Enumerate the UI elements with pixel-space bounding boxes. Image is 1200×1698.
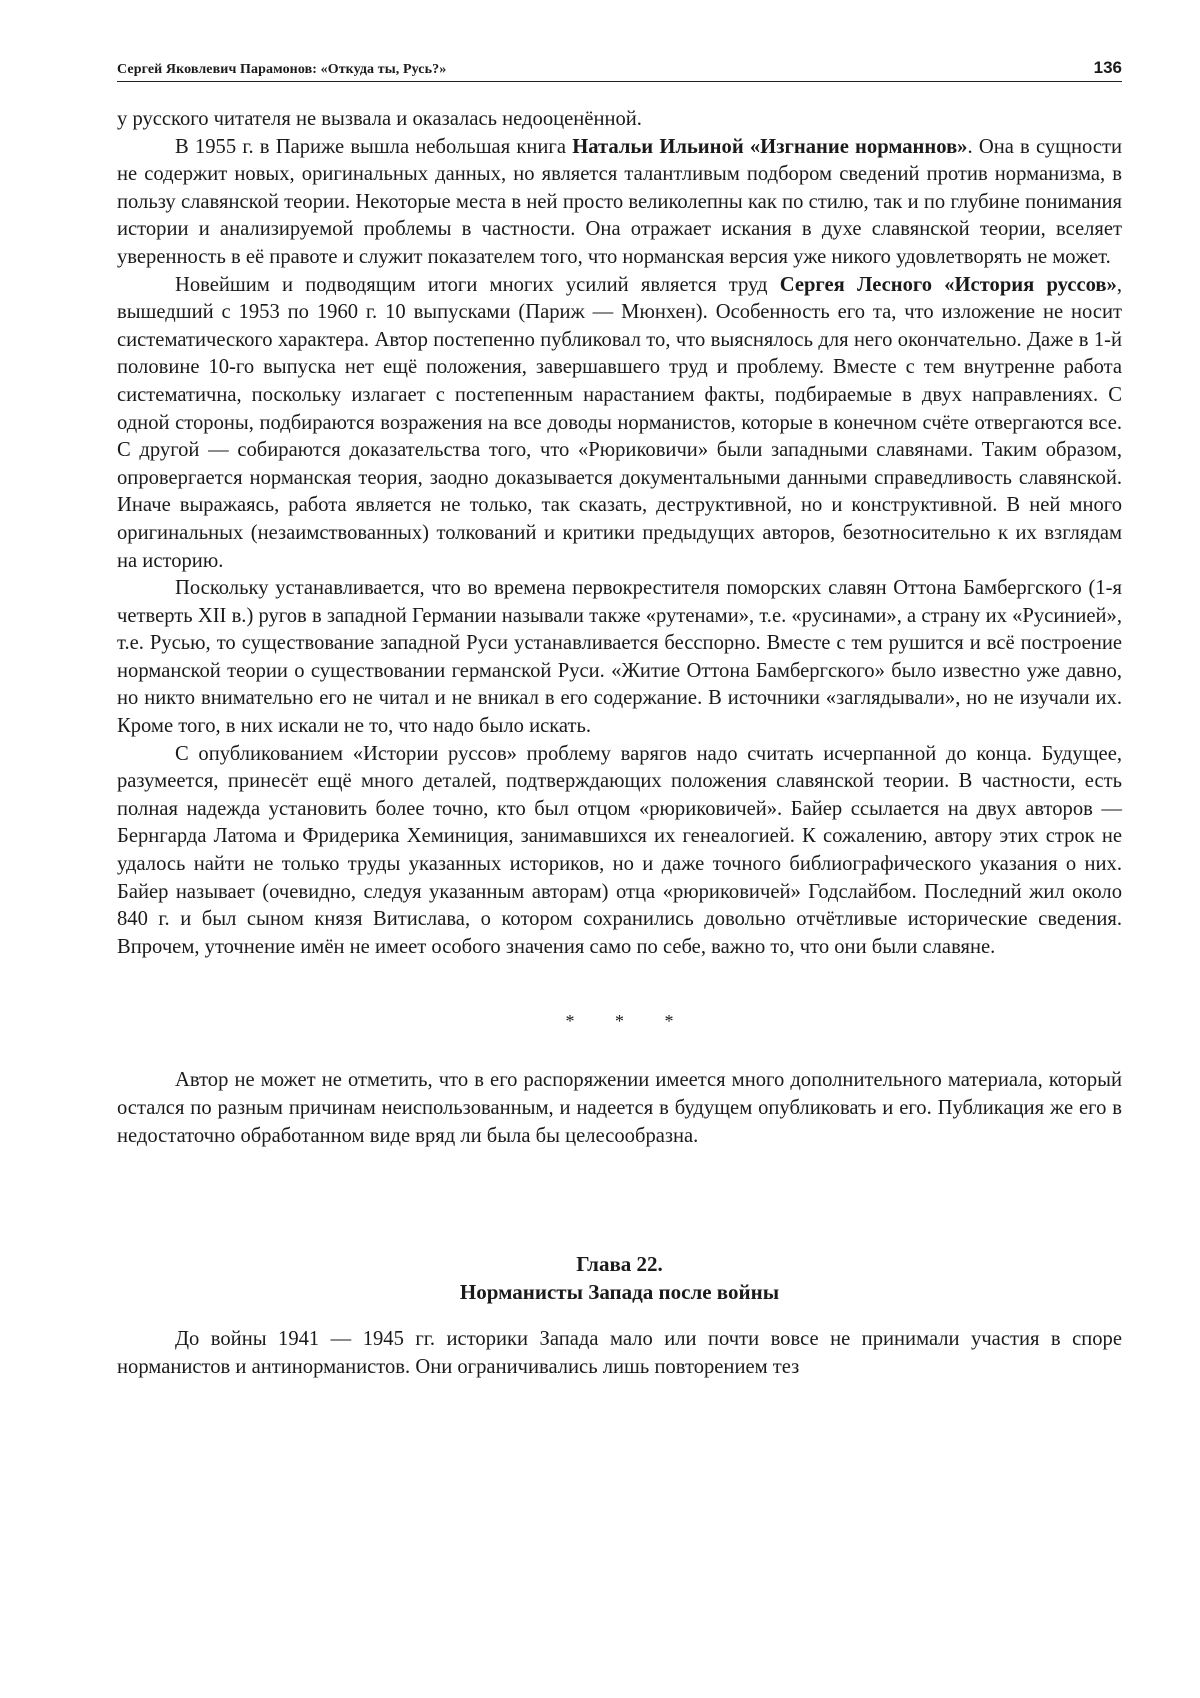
page-number: 136 xyxy=(1093,58,1122,77)
afterword-paragraph: Автор не может не отметить, что в его распоряжении имеется много дополнительного материала, который остался по разным причинам неиспользованным, и надеется в будущем опубликовать и его. Публикация же его в недостаточно обработанном виде вряд ли была бы целесообразна. xyxy=(117,1069,1122,1147)
chapter-number: Глава 22. xyxy=(576,1252,663,1277)
book-ilyina-title: Натальи Ильиной «Изгнание норманнов» xyxy=(572,135,968,158)
paragraph-ilyina-pre: В 1955 г. в Париже вышла небольшая книга xyxy=(175,135,573,158)
paragraph-ilyina xyxy=(117,134,1122,272)
chapter-title: Норманисты Запада после войны xyxy=(459,1280,780,1305)
chapter-text xyxy=(117,1326,1122,1381)
paragraph-lesnoy-pre: Новейшим и подводящим итоги многих усилий является труд xyxy=(175,273,780,296)
afterword xyxy=(117,1067,1122,1150)
paragraph-otto-bamberg: Поскольку устанавливается, что во времена первокрестителя поморских славян Оттона Бамбергского (1-я четверть XII в.) ругов в западной Германии называли также «рутенами», т.е. «русинами», а страну их «Русинией», т.е. Русью, то существование западной Руси устанавливается бесспорно. Вместе с тем рушится и всё построение норманской теории о существовании германской Руси. «Житие Оттона Бамбергского» было известно уже давно, но никто внимательно его не читал и не вникал в его содержание. В источники «заглядывали», но не изучали их. Кроме того, в них искали не то, что надо было искать. xyxy=(117,577,1122,738)
paragraph-lesnoy-post: , вышедший с 1953 по 1960 г. 10 выпусками (Париж — Мюнхен). Особенность его та, что изложение не носит систематического характера. Автор постепенно публиковал то, что выяснялось для него окончательно. Даже в 1-й половине 10-го выпуска нет ещё положения, завершавшего труд и проблему. Вместе с тем внутренне работа систематична, поскольку излагает с постепенным нарастанием факты, подбираемые в двух направлениях. С одной стороны, подбираются возражения на все доводы норманистов, которые в конечном счёте отвергаются все. С другой — собираются доказательства того, что «Рюриковичи» были западными славянами. Таким образом, опровергается норманская теория, заодно доказывается документальными данными справедливость славянской. Иначе выражаясь, работа является не только, так сказать, деструктивной, но и конструктивной. В ней много оригинальных (незаимствованных) толкований и критики предыдущих авторов, безотносительно к их взглядам на историю. xyxy=(117,273,1122,572)
running-header xyxy=(117,50,1122,82)
book-lesnoy-title: Сергея Лесного «История руссов» xyxy=(779,273,1117,296)
chapter-first-paragraph: До войны 1941 — 1945 гг. историки Запада мало или почти вовсе не принимали участия в споре норманистов и антинорманистов. Они ограничивались лишь повторением тез xyxy=(117,1328,1122,1378)
chapter-heading xyxy=(117,1250,1122,1306)
header-title: Сергей Яковлевич Парамонов: «Откуда ты, Русь?» xyxy=(117,62,447,77)
paragraph-ilyina-post: . Она в сущности не содержит новых, оригинальных данных, но является талантливым подбором сведений против норманизма, в пользу славянской теории. Некоторые места в ней просто великолепны как по стилю, так и по глубине понимания истории и анализируемой проблемы в частности. Она отражает искания в духе славянской теории, вселяет уверенность в её правоте и служит показателем того, что норманская версия уже никого удовлетворять не может. xyxy=(117,135,1122,268)
main-text xyxy=(117,106,1122,961)
document-page xyxy=(117,50,1122,1381)
section-separator: * * * xyxy=(565,1011,692,1032)
paragraph-history-russ: С опубликованием «Истории руссов» проблему варягов надо считать исчерпанной до конца. Будущее, разумеется, принесёт ещё много деталей, подтверждающих положения славянской теории. В частности, есть полная надежда установить более точно, кто был отцом «рюриковичей». Байер ссылается на двух авторов — Бернгарда Латома и Фридерика Хеминиция, занимавшихся их генеалогией. К сожалению, автору этих строк не удалось найти не только труды указанных историков, но и даже точного библиографического указания о них. Байер называет (очевидно, следуя указанным авторам) отца «рюриковичей» Годслайбом. Последний жил около 840 г. и был сыном князя Витислава, о котором сохранились довольно отчётливые исторические сведения. Впрочем, уточнение имён не имеет особого значения само по себе, важно то, что они были славяне. xyxy=(117,742,1122,958)
paragraph-continuation: у русского читателя не вызвала и оказалась недооценённой. xyxy=(117,108,642,130)
paragraph-lesnoy xyxy=(117,272,1122,576)
